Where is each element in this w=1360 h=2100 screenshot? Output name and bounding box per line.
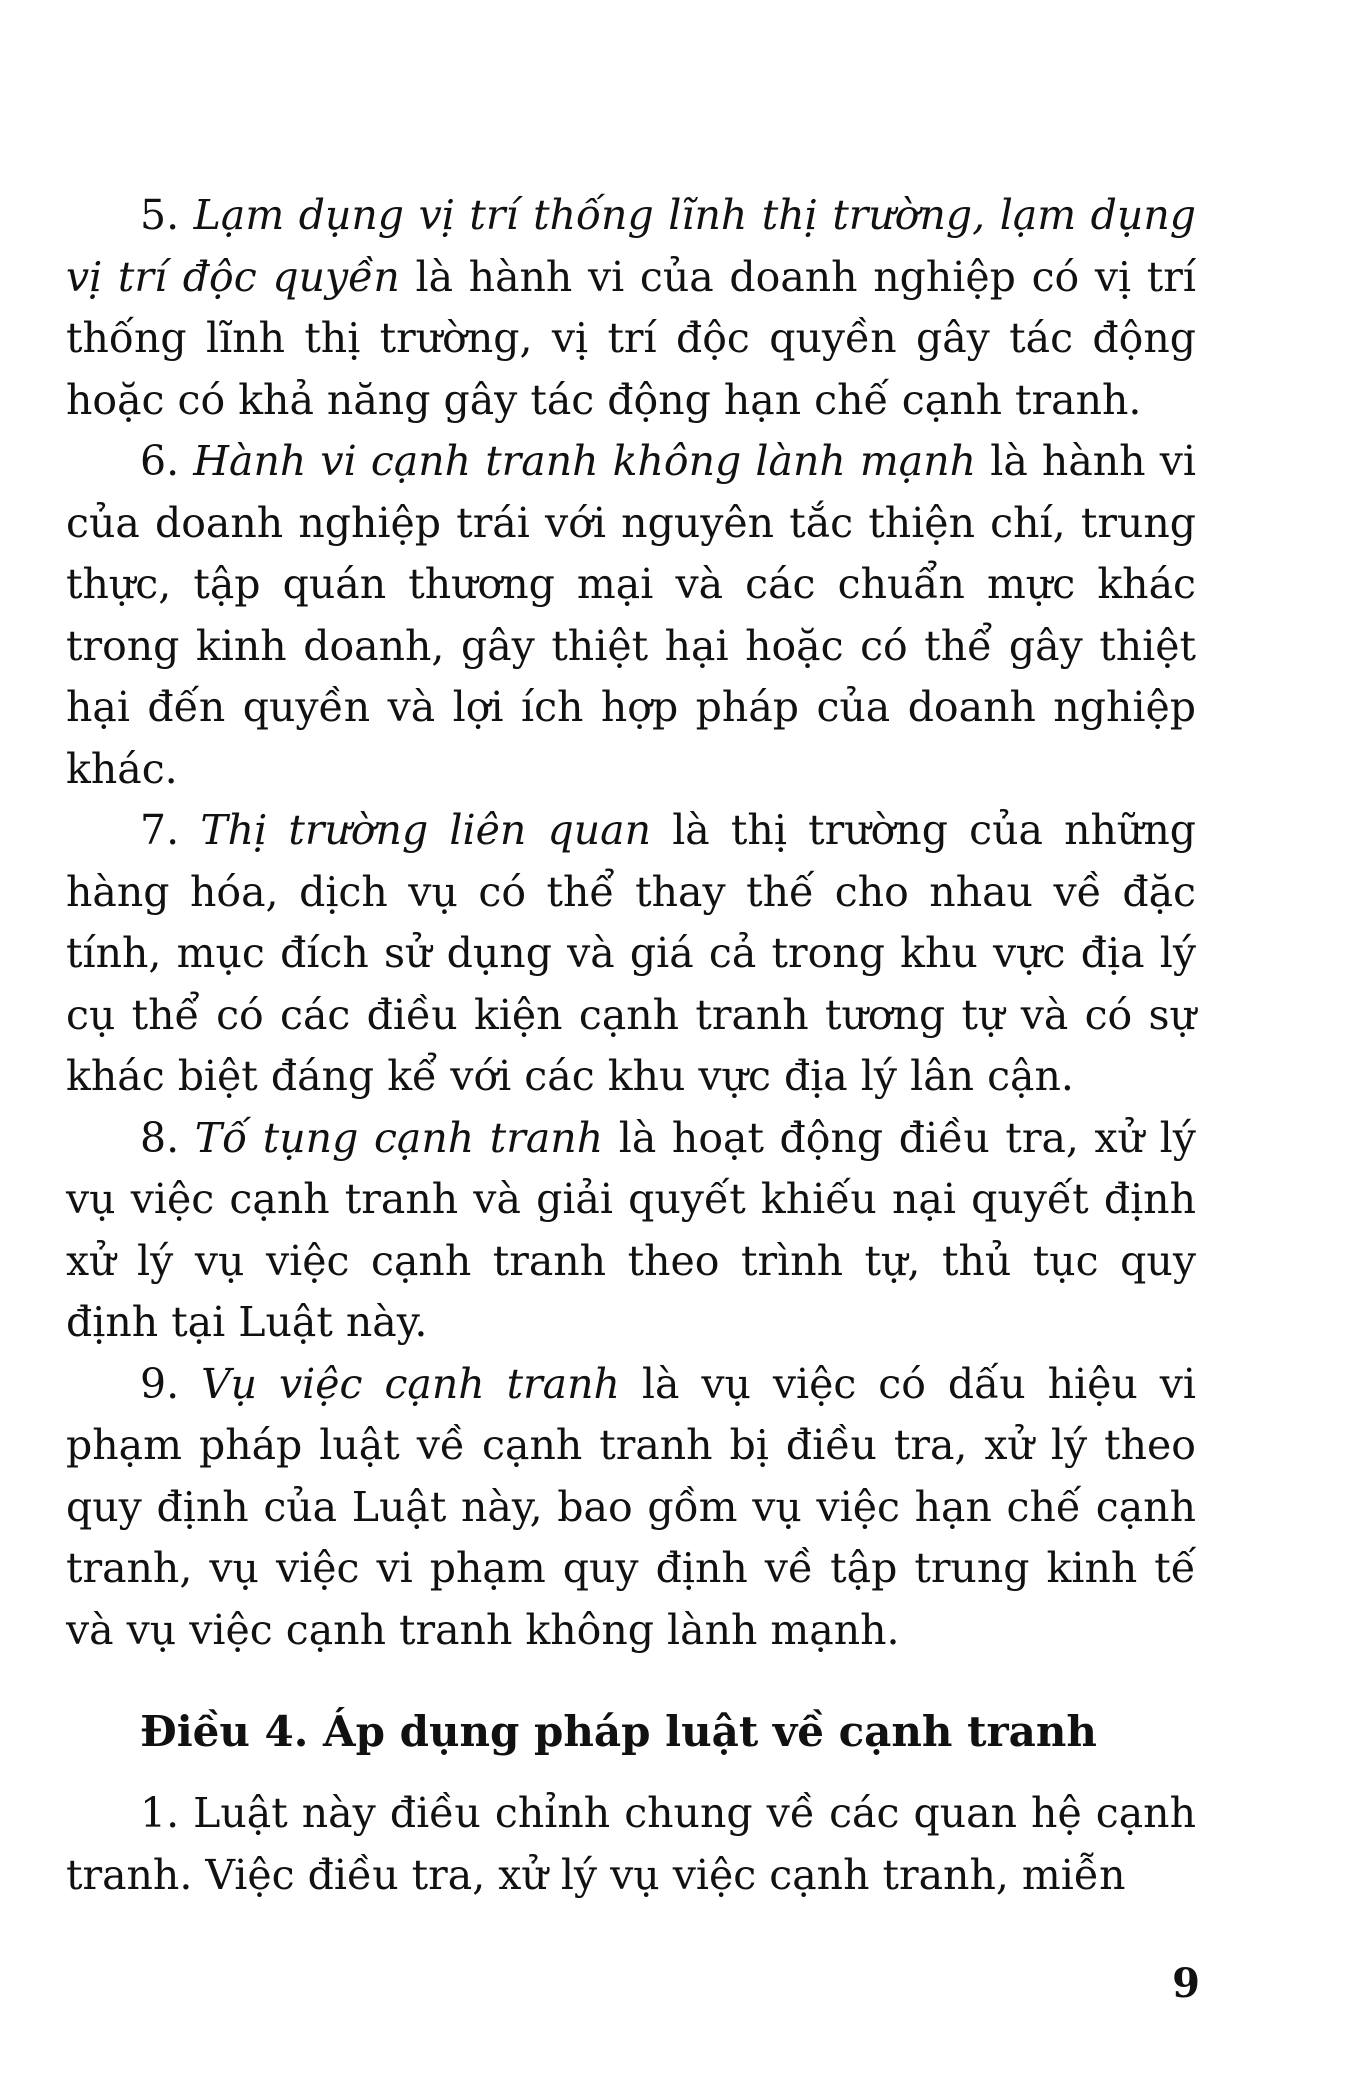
page-text (66, 185, 1196, 1906)
defined-term: Vụ việc cạnh tranh (201, 1359, 620, 1408)
definition-paragraph-5 (66, 185, 1196, 431)
definition-paragraph-6 (66, 431, 1196, 800)
definition-paragraph-9 (66, 1354, 1196, 1662)
defined-term: Tố tụng cạnh tranh (194, 1113, 604, 1162)
clause-number: 5. (140, 191, 180, 239)
definition-body: là hành vi của doanh nghiệp trái với nguyên tắc thiện chí, trung thực, tập quán thương mại và các chuẩn mực khác trong kinh doanh, gây thiệt hại hoặc có thể gây thiệt hại đến quyền và lợi ích hợp pháp của doanh nghiệp khác. (66, 437, 1196, 793)
definition-paragraph-8 (66, 1108, 1196, 1354)
defined-term: Thị trường liên quan (200, 806, 651, 854)
article-heading: Điều 4. Áp dụng pháp luật về cạnh tranh (140, 1707, 1097, 1756)
definition-body: là hoạt động điều tra, xử lý vụ việc cạnh tranh và giải quyết khiếu nại quyết định xử lý vụ việc cạnh tranh theo trình tự, thủ tục quy định tại Luật này. (66, 1113, 1196, 1346)
definition-body: là thị trường của những hàng hóa, dịch vụ có thể thay thế cho nhau về đặc tính, mục đích sử dụng và giá cả trong khu vực địa lý cụ thể có các điều kiện cạnh tranh tương tự và có sự khác biệt đáng kể với các khu vực địa lý lân cận. (66, 806, 1196, 1100)
clause-number: 9. (140, 1359, 180, 1408)
defined-term: Lạm dụng vị trí thống lĩnh thị trường, lạm dụng vị trí độc quyền (66, 191, 1196, 301)
definition-body: là vụ việc có dấu hiệu vi phạm pháp luật về cạnh tranh bị điều tra, xử lý theo quy định của Luật này, bao gồm vụ việc hạn chế cạnh tranh, vụ việc vi phạm quy định về tập trung kinh tế và vụ việc cạnh tranh không lành mạnh. (66, 1359, 1196, 1654)
definition-body: là hành vi của doanh nghiệp có vị trí thống lĩnh thị trường, vị trí độc quyền gây tác động hoặc có khả năng gây tác động hạn chế cạnh tranh. (66, 252, 1196, 424)
clause-number: 8. (140, 1113, 180, 1162)
clause-number: 7. (140, 806, 180, 854)
page-number: 9 (1172, 1960, 1200, 2007)
definition-paragraph-7 (66, 800, 1196, 1108)
article-clause-1: 1. Luật này điều chỉnh chung về các quan hệ cạnh tranh. Việc điều tra, xử lý vụ việc cạnh tranh, miễn (66, 1789, 1196, 1899)
clause-number: 6. (140, 437, 180, 485)
defined-term: Hành vi cạnh tranh không lành mạnh (193, 437, 977, 485)
